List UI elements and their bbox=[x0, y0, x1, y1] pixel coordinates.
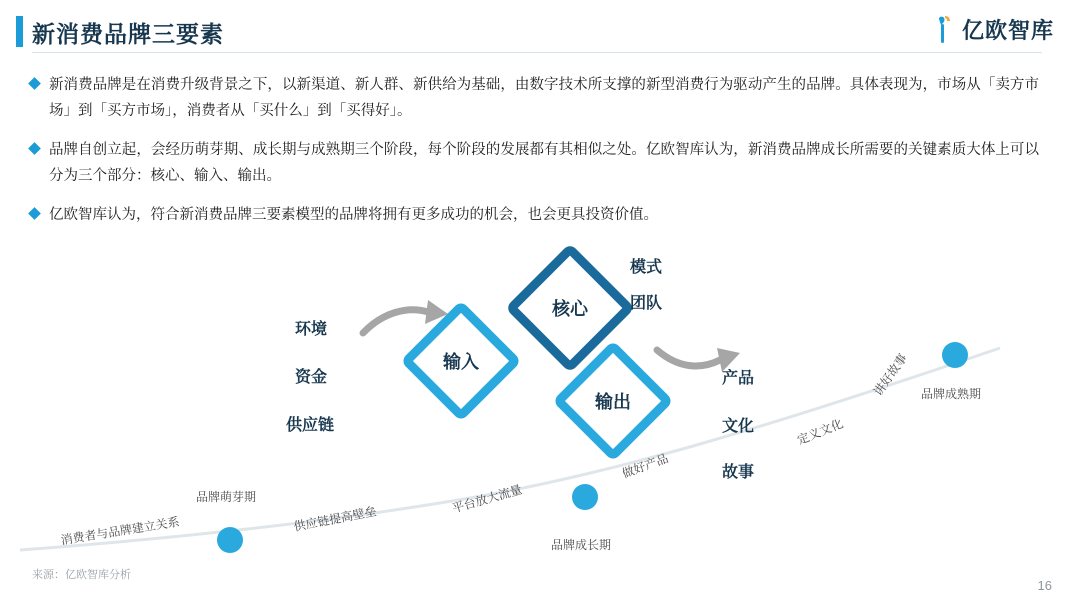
curve-label-6: 讲好故事 bbox=[870, 351, 910, 399]
stage-label-2: 品牌成长期 bbox=[551, 538, 612, 552]
yiou-logo-icon bbox=[936, 15, 956, 45]
stage-dot-2 bbox=[572, 484, 598, 510]
stage-label-1: 品牌萌芽期 bbox=[196, 490, 257, 504]
curve-label-3: 平台放大流量 bbox=[450, 482, 524, 516]
output-word-2: 文化 bbox=[722, 418, 755, 435]
input-word-1: 环境 bbox=[295, 321, 328, 338]
bullet-text: 亿欧智库认为，符合新消费品牌三要素模型的品牌将拥有更多成功的机会，也会更具投资价值。 bbox=[49, 207, 658, 223]
slide-header bbox=[0, 0, 1080, 62]
curve-label-2: 供应链提高壁垒 bbox=[292, 504, 378, 534]
stage-dot-3 bbox=[942, 342, 968, 368]
bullet-item bbox=[30, 72, 1050, 124]
node-output-label: 输出 bbox=[595, 392, 631, 412]
bullet-item bbox=[30, 202, 1050, 228]
bullet-text: 品牌自创立起，会经历萌芽期、成长期与成熟期三个阶段，每个阶段的发展都有其相似之处。亿欧智库认为，新消费品牌成长所需要的关键素质大体上可以分为三个部分：核心、输入、输出。 bbox=[49, 142, 1039, 184]
three-elements-diagram bbox=[0, 240, 1080, 580]
core-word-1: 模式 bbox=[630, 259, 663, 276]
input-word-3: 供应链 bbox=[286, 417, 335, 434]
curve-label-4: 做好产品 bbox=[620, 451, 671, 481]
output-word-1: 产品 bbox=[722, 370, 755, 387]
diamond-bullet-icon bbox=[28, 142, 41, 155]
brand-logo bbox=[936, 14, 1054, 45]
node-core-label: 核心 bbox=[552, 299, 588, 319]
node-input-label: 输入 bbox=[443, 352, 479, 372]
core-word-2: 团队 bbox=[630, 295, 663, 312]
bullet-list bbox=[30, 72, 1050, 241]
output-word-3: 故事 bbox=[722, 464, 755, 481]
brand-name: 亿欧智库 bbox=[961, 18, 1054, 43]
source-note: 来源：亿欧智库分析 bbox=[32, 569, 131, 581]
bullet-item bbox=[30, 137, 1050, 189]
bullet-text: 新消费品牌是在消费升级背景之下，以新渠道、新人群、新供给为基础，由数字技术所支撑的新型消费行为驱动产生的品牌。具体表现为，市场从「卖方市场」到「买方市场」，消费者从「买什么」到「买得好」。 bbox=[49, 77, 1039, 119]
diamond-bullet-icon bbox=[28, 207, 41, 220]
diamond-bullet-icon bbox=[28, 77, 41, 90]
header-divider bbox=[32, 52, 1042, 53]
page-number: 16 bbox=[1037, 578, 1052, 593]
input-word-2: 资金 bbox=[295, 369, 328, 386]
curve-label-5: 定义文化 bbox=[795, 416, 846, 448]
stage-label-3: 品牌成熟期 bbox=[921, 387, 982, 401]
stage-dot-1 bbox=[217, 527, 243, 553]
page-title: 新消费品牌三要素 bbox=[32, 21, 224, 47]
title-accent-bar bbox=[16, 16, 23, 47]
curve-label-1: 消费者与品牌建立关系 bbox=[59, 514, 181, 548]
